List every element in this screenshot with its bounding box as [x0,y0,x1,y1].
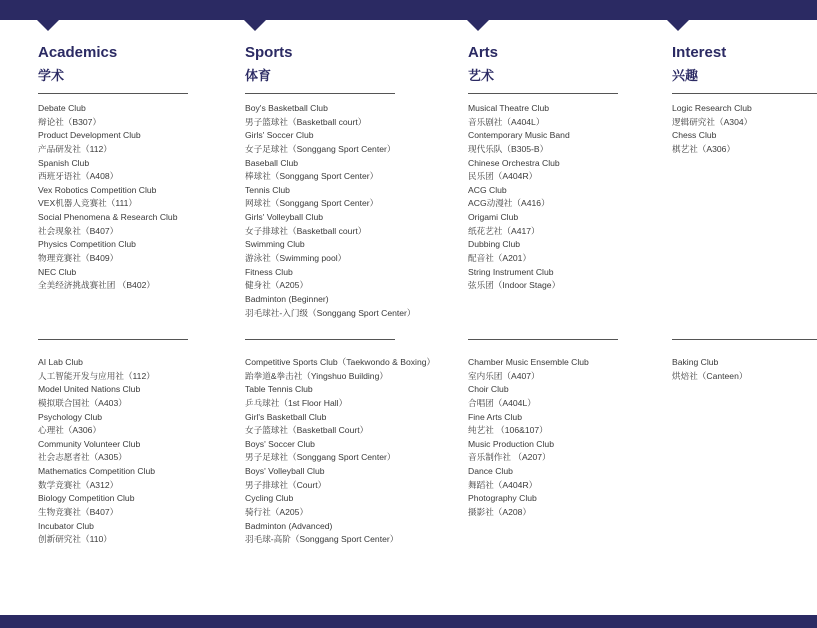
club-list-first [468,102,570,293]
club-name-zh: 女子篮球社（Basketball Court） [245,425,369,436]
club-name-zh: 女子排球社（Basketball court） [245,225,367,236]
club-name-zh: 摄影社（A208） [468,507,532,518]
club-name-en: Photography Club [468,493,537,504]
club-name-zh: 游泳社（Swimming pool） [245,253,347,264]
club-name-zh: 社会现象社（B407） [38,225,119,236]
club-name-en: Tennis Club [245,184,290,195]
top-banner [0,0,817,20]
club-name-zh: 人工智能开发与应用社（112） [38,370,155,381]
club-name-zh: 健身社（A205） [245,280,309,291]
club-name-zh: 音乐制作社 （A207） [468,452,551,463]
column-title-zh: 学术 [38,68,65,83]
tab-marker-academics [37,20,59,31]
club-name-en: Chinese Orchestra Club [468,157,560,168]
club-name-en: Dubbing Club [468,239,521,250]
club-name-en: Table Tennis Club [245,384,313,395]
club-name-zh: 乒乓球社（1st Floor Hall） [245,397,348,408]
club-name-en: Incubator Club [38,520,94,531]
club-list-second [672,356,747,383]
club-name-zh: 现代乐队（B305-B） [468,143,549,154]
club-name-en: Social Phenomena & Research Club [38,212,178,223]
club-name-zh: 音乐剧社（A404L） [468,116,545,127]
club-name-zh: 室内乐团（A407） [468,370,540,381]
club-name-zh: 女子足球社（Songgang Sport Center） [245,143,396,154]
club-name-en: Chamber Music Ensemble Club [468,357,589,367]
bottom-banner [0,615,817,628]
tab-marker-sports [244,20,266,31]
column-title-en: Sports [245,44,293,61]
club-name-en: Girl's Basketball Club [245,411,327,422]
club-name-zh: 棒球社（Songgang Sport Center） [245,171,379,182]
club-name-en: Chess Club [672,130,717,141]
club-name-en: AI Lab Club [38,357,83,367]
club-name-zh: 合唱团（A404L） [468,397,536,408]
club-name-en: Choir Club [468,384,509,395]
divider [38,93,188,94]
club-name-en: Baseball Club [245,157,299,168]
club-name-zh: 社会志愿者社（A305） [38,452,127,463]
column-title-zh: 体育 [245,68,272,83]
club-name-en: Debate Club [38,103,86,113]
club-name-en: Music Production Club [468,438,554,449]
column-title-en: Interest [672,44,727,61]
divider [468,339,618,340]
club-name-zh: 羽毛球-高阶（Songgang Sport Center） [245,534,399,545]
club-name-en: Swimming Club [245,239,305,250]
club-name-en: Fitness Club [245,266,293,277]
club-name-zh: 数学竞赛社（A312） [38,479,119,490]
club-name-en: Boys' Soccer Club [245,438,315,449]
club-name-en: Girls' Soccer Club [245,130,314,141]
tab-marker-interest [667,20,689,31]
tab-marker-arts [467,20,489,31]
club-list-first [245,102,416,320]
club-name-zh: 配音社（A201） [468,253,532,264]
column-title-zh: 艺术 [468,68,495,83]
club-name-en: Girls' Volleyball Club [245,212,324,223]
club-name-en: Vex Robotics Competition Club [38,184,157,195]
club-name-en: Spanish Club [38,157,90,168]
club-name-zh: 逻辑研究社（A304） [672,116,753,127]
club-name-zh: 男子排球社（Court） [245,479,327,490]
club-name-en: Psychology Club [38,411,103,422]
club-name-zh: 跆拳道&拳击社（Yingshuo Building） [245,370,388,381]
club-name-en: Logic Research Club [672,103,752,113]
club-name-zh: 棋艺社（A306） [672,143,736,154]
divider [672,339,817,340]
club-list-first [38,102,178,293]
club-name-zh: 创新研究社（110） [38,534,112,545]
club-name-zh: 心理社（A306） [38,425,102,436]
club-name-zh: 弦乐团（Indoor Stage） [468,280,561,291]
club-name-en: Fine Arts Club [468,411,522,422]
club-name-zh: 舞蹈社（A404R） [468,479,538,490]
column-title-zh: 兴趣 [672,68,699,83]
club-name-zh: 民乐团（A404R） [468,171,538,182]
column-title-en: Arts [468,44,499,61]
club-name-en: Competitive Sports Club（Taekwondo & Boxing） [245,357,436,367]
club-name-en: NEC Club [38,266,77,277]
club-name-zh: 全美经济挑战赛社团 （B402） [38,280,155,291]
club-list-second [468,356,589,520]
club-name-en: Boys' Volleyball Club [245,466,325,477]
club-name-zh: 网球社（Songgang Sport Center） [245,198,379,209]
club-name-en: ACG Club [468,184,507,195]
club-name-zh: 骑行社（A205） [245,507,309,518]
club-name-en: Community Volunteer Club [38,438,141,449]
club-name-en: Contemporary Music Band [468,130,570,141]
club-name-en: Boy's Basketball Club [245,103,328,113]
club-name-zh: 男子足球社（Songgang Sport Center） [245,452,396,463]
club-name-zh: 烘焙社（Canteen） [672,370,748,381]
club-name-en: Model United Nations Club [38,384,141,395]
club-name-zh: 辩论社（B307） [38,116,102,127]
club-name-en: Mathematics Competition Club [38,466,156,477]
club-name-en: Badminton (Beginner) [245,293,329,304]
club-name-en: Origami Club [468,212,519,223]
club-name-en: String Instrument Club [468,266,554,277]
divider [38,339,188,340]
club-name-zh: 物理竞赛社（B409） [38,253,119,264]
club-name-zh: 生物竞赛社（B407） [38,507,119,518]
club-name-zh: ACG动漫社（A416） [468,198,550,209]
column-title-en: Academics [38,44,118,61]
club-name-zh: 羽毛球社-入门级（Songgang Sport Center） [245,307,416,318]
club-name-en: Biology Competition Club [38,493,135,504]
club-name-en: Physics Competition Club [38,239,136,250]
club-name-en: Dance Club [468,466,513,477]
club-name-zh: 产品研发社（112） [38,143,112,154]
club-name-zh: VEX机器人竞赛社（111） [38,198,138,209]
club-name-en: Cycling Club [245,493,294,504]
club-list-second [245,356,435,547]
club-name-zh: 纸花艺社（A417） [468,225,540,236]
divider [672,93,817,94]
club-name-zh: 模拟联合国社（A403） [38,397,127,408]
club-name-zh: 西班牙语社（A408） [38,171,119,182]
divider [245,339,395,340]
divider [245,93,395,94]
club-name-en: Product Development Club [38,130,141,141]
club-name-en: Musical Theatre Club [468,103,550,113]
club-name-en: Badminton (Advanced) [245,520,333,531]
club-list-second [38,356,155,547]
club-name-zh: 纯艺社 （106&107） [468,425,548,436]
club-name-en: Baking Club [672,357,719,367]
club-name-zh: 男子篮球社（Basketball court） [245,116,367,127]
divider [468,93,618,94]
club-list-first [672,102,752,157]
